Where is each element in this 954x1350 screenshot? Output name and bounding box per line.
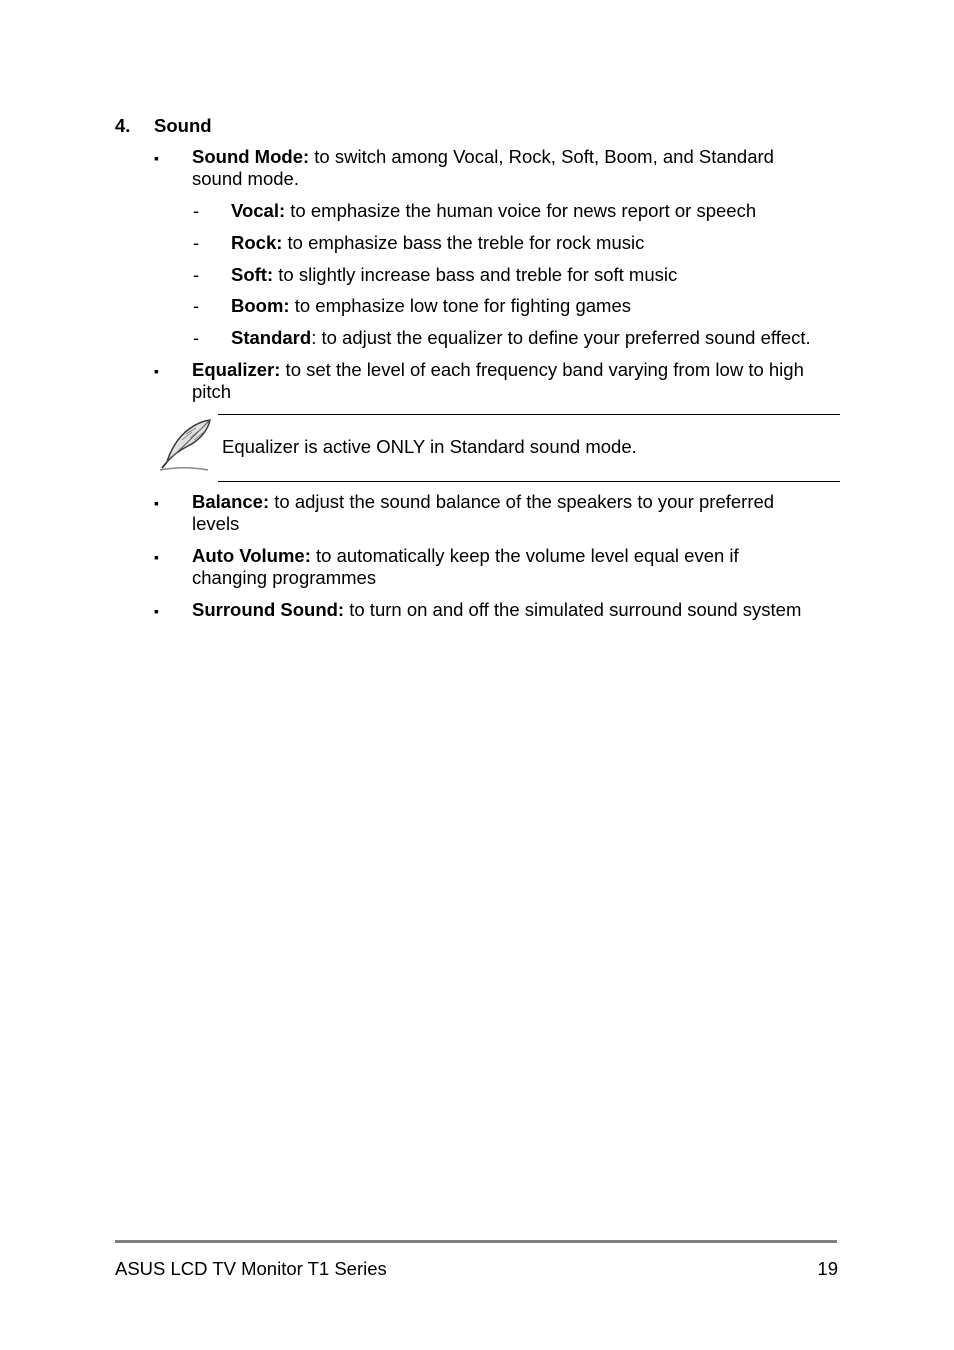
- dash-marker: -: [193, 200, 200, 221]
- dash-marker: -: [193, 232, 200, 253]
- sound-mode-text-1: to switch among Vocal, Rock, Soft, Boom, and Standard: [309, 146, 774, 167]
- feather-pen-icon: [156, 416, 216, 472]
- mode-item-boom: [231, 295, 851, 317]
- page-number: 19: [817, 1258, 838, 1279]
- equalizer-text-1: to set the level of each frequency band varying from low to high: [280, 359, 804, 380]
- mode-item-standard: [231, 327, 851, 349]
- note-top-rule: [218, 414, 840, 415]
- auto-volume-text-2: changing programmes: [192, 567, 377, 588]
- balance-text-2: levels: [192, 513, 240, 534]
- mode-text: to emphasize the human voice for news report or speech: [285, 200, 757, 221]
- sound-mode-item: [192, 146, 842, 190]
- mode-text: : to adjust the equalizer to define your preferred sound effect.: [311, 327, 811, 348]
- balance-text-1: to adjust the sound balance of the speakers to your preferred: [269, 491, 775, 512]
- mode-text: to emphasize bass the treble for rock music: [282, 232, 645, 253]
- equalizer-text-2: pitch: [192, 381, 232, 402]
- equalizer-label: Equalizer:: [192, 359, 281, 380]
- mode-text: to slightly increase bass and treble for soft music: [273, 264, 678, 285]
- mode-item-soft: [231, 264, 851, 286]
- bullet-marker: ▪: [154, 495, 159, 511]
- sound-mode-text-2: sound mode.: [192, 168, 299, 189]
- sound-mode-label: Sound Mode:: [192, 146, 310, 167]
- mode-label: Boom:: [231, 295, 290, 316]
- mode-label: Soft:: [231, 264, 274, 285]
- auto-volume-label: Auto Volume:: [192, 545, 311, 566]
- bullet-marker: ▪: [154, 150, 159, 166]
- balance-label: Balance:: [192, 491, 270, 512]
- surround-sound-item: [192, 599, 842, 621]
- dash-marker: -: [193, 264, 200, 285]
- bullet-marker: ▪: [154, 549, 159, 565]
- section-title: Sound: [154, 115, 212, 136]
- mode-label: Rock:: [231, 232, 283, 253]
- bullet-marker: ▪: [154, 363, 159, 379]
- footer-title: ASUS LCD TV Monitor T1 Series: [115, 1258, 387, 1279]
- mode-label: Standard: [231, 327, 312, 348]
- footer-rule: [115, 1240, 837, 1243]
- equalizer-item: [192, 359, 842, 403]
- surround-sound-text: to turn on and off the simulated surround sound system: [344, 599, 802, 620]
- bullet-marker: ▪: [154, 603, 159, 619]
- auto-volume-item: [192, 545, 842, 589]
- mode-label: Vocal:: [231, 200, 286, 221]
- auto-volume-text-1: to automatically keep the volume level equal even if: [310, 545, 739, 566]
- mode-item-rock: [231, 232, 851, 254]
- surround-sound-label: Surround Sound:: [192, 599, 345, 620]
- mode-item-vocal: [231, 200, 851, 222]
- note-text: Equalizer is active ONLY in Standard sound mode.: [222, 436, 637, 457]
- section-number: 4.: [115, 115, 131, 136]
- dash-marker: -: [193, 295, 200, 316]
- balance-item: [192, 491, 842, 535]
- note-bottom-rule: [218, 481, 840, 482]
- dash-marker: -: [193, 327, 200, 348]
- mode-text: to emphasize low tone for fighting games: [289, 295, 631, 316]
